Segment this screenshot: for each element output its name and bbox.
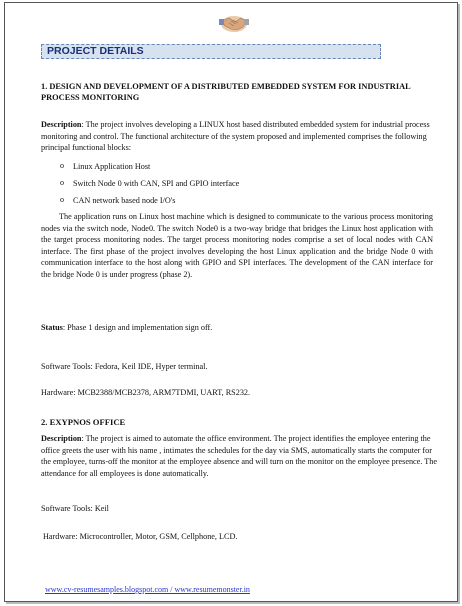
project1-status xyxy=(41,322,433,334)
resume-page xyxy=(4,2,458,602)
project2-software-tools: Software Tools: Keil xyxy=(41,504,109,513)
project1-hardware: Hardware: MCB2388/MCB2378, ARM7TDMI, UART, RS232. xyxy=(41,388,251,397)
project2-hardware: Hardware: Microcontroller, Motor, GSM, Cellphone, LCD. xyxy=(43,532,238,541)
description-text: : The project is aimed to automate the office environment. The project identifies the employee entering the office greets the user with his name , intimates the schedules for the day via SMS, automatically starts the computer for the employee, turns-off the monitor at the employee absence and will turn on the monitor on the employee presence. The attendance for all employees is done automatically. xyxy=(41,434,437,478)
bullet-icon: o xyxy=(60,178,64,187)
list-item: Linux Application Host xyxy=(73,162,151,171)
project2-description xyxy=(41,433,441,479)
list-item: CAN network based node I/O's xyxy=(73,196,176,205)
description-label: Description xyxy=(41,120,82,129)
bullet-icon: o xyxy=(60,161,64,170)
project1-software-tools: Software Tools: Fedora, Keil IDE, Hyper terminal. xyxy=(41,362,208,371)
status-text: : Phase 1 design and implementation sign off. xyxy=(62,323,213,332)
status-label: Status xyxy=(41,323,63,332)
section-title: PROJECT DETAILS xyxy=(47,45,144,57)
handshake-icon xyxy=(219,11,249,35)
project1-heading: 1. DESIGN AND DEVELOPMENT OF A DISTRIBUTED EMBEDDED SYSTEM FOR INDUSTRIAL PROCESS MONITORING xyxy=(41,82,411,102)
list-item: Switch Node 0 with CAN, SPI and GPIO interface xyxy=(73,179,240,188)
section-header xyxy=(41,44,381,59)
project1-paragraph: The application runs on Linux host machine which is designed to communicate to the various process monitoring nodes via the switch node, Node0. The switch Node0 is a two-way bridge that bridges the Linux host application with the target process monitoring nodes. The target process monitoring nodes comprise a set of local nodes with CAN interface. The first phase of the project involves developing the host Linux application and the bridge Node 0 with communication interface to the host along with GPIO and SPI interfaces. The development of the CAN interface for the bridge Node 0 is under progress (phase 2). xyxy=(41,212,433,279)
project2-heading: 2. EXYPNOS OFFICE xyxy=(41,417,126,427)
footer-links[interactable]: www.cv-resumesamples.blogspot.com / www.resumemonster.in xyxy=(45,585,250,594)
bullet-icon: o xyxy=(60,195,64,204)
description-text: : The project involves developing a LINUX host based distributed embedded system for industrial process monitoring and control. The functional architecture of the system proposed and implemented comprises the following principal functional blocks: xyxy=(41,120,430,152)
description-label: Description xyxy=(41,434,82,443)
project1-description xyxy=(41,119,433,154)
